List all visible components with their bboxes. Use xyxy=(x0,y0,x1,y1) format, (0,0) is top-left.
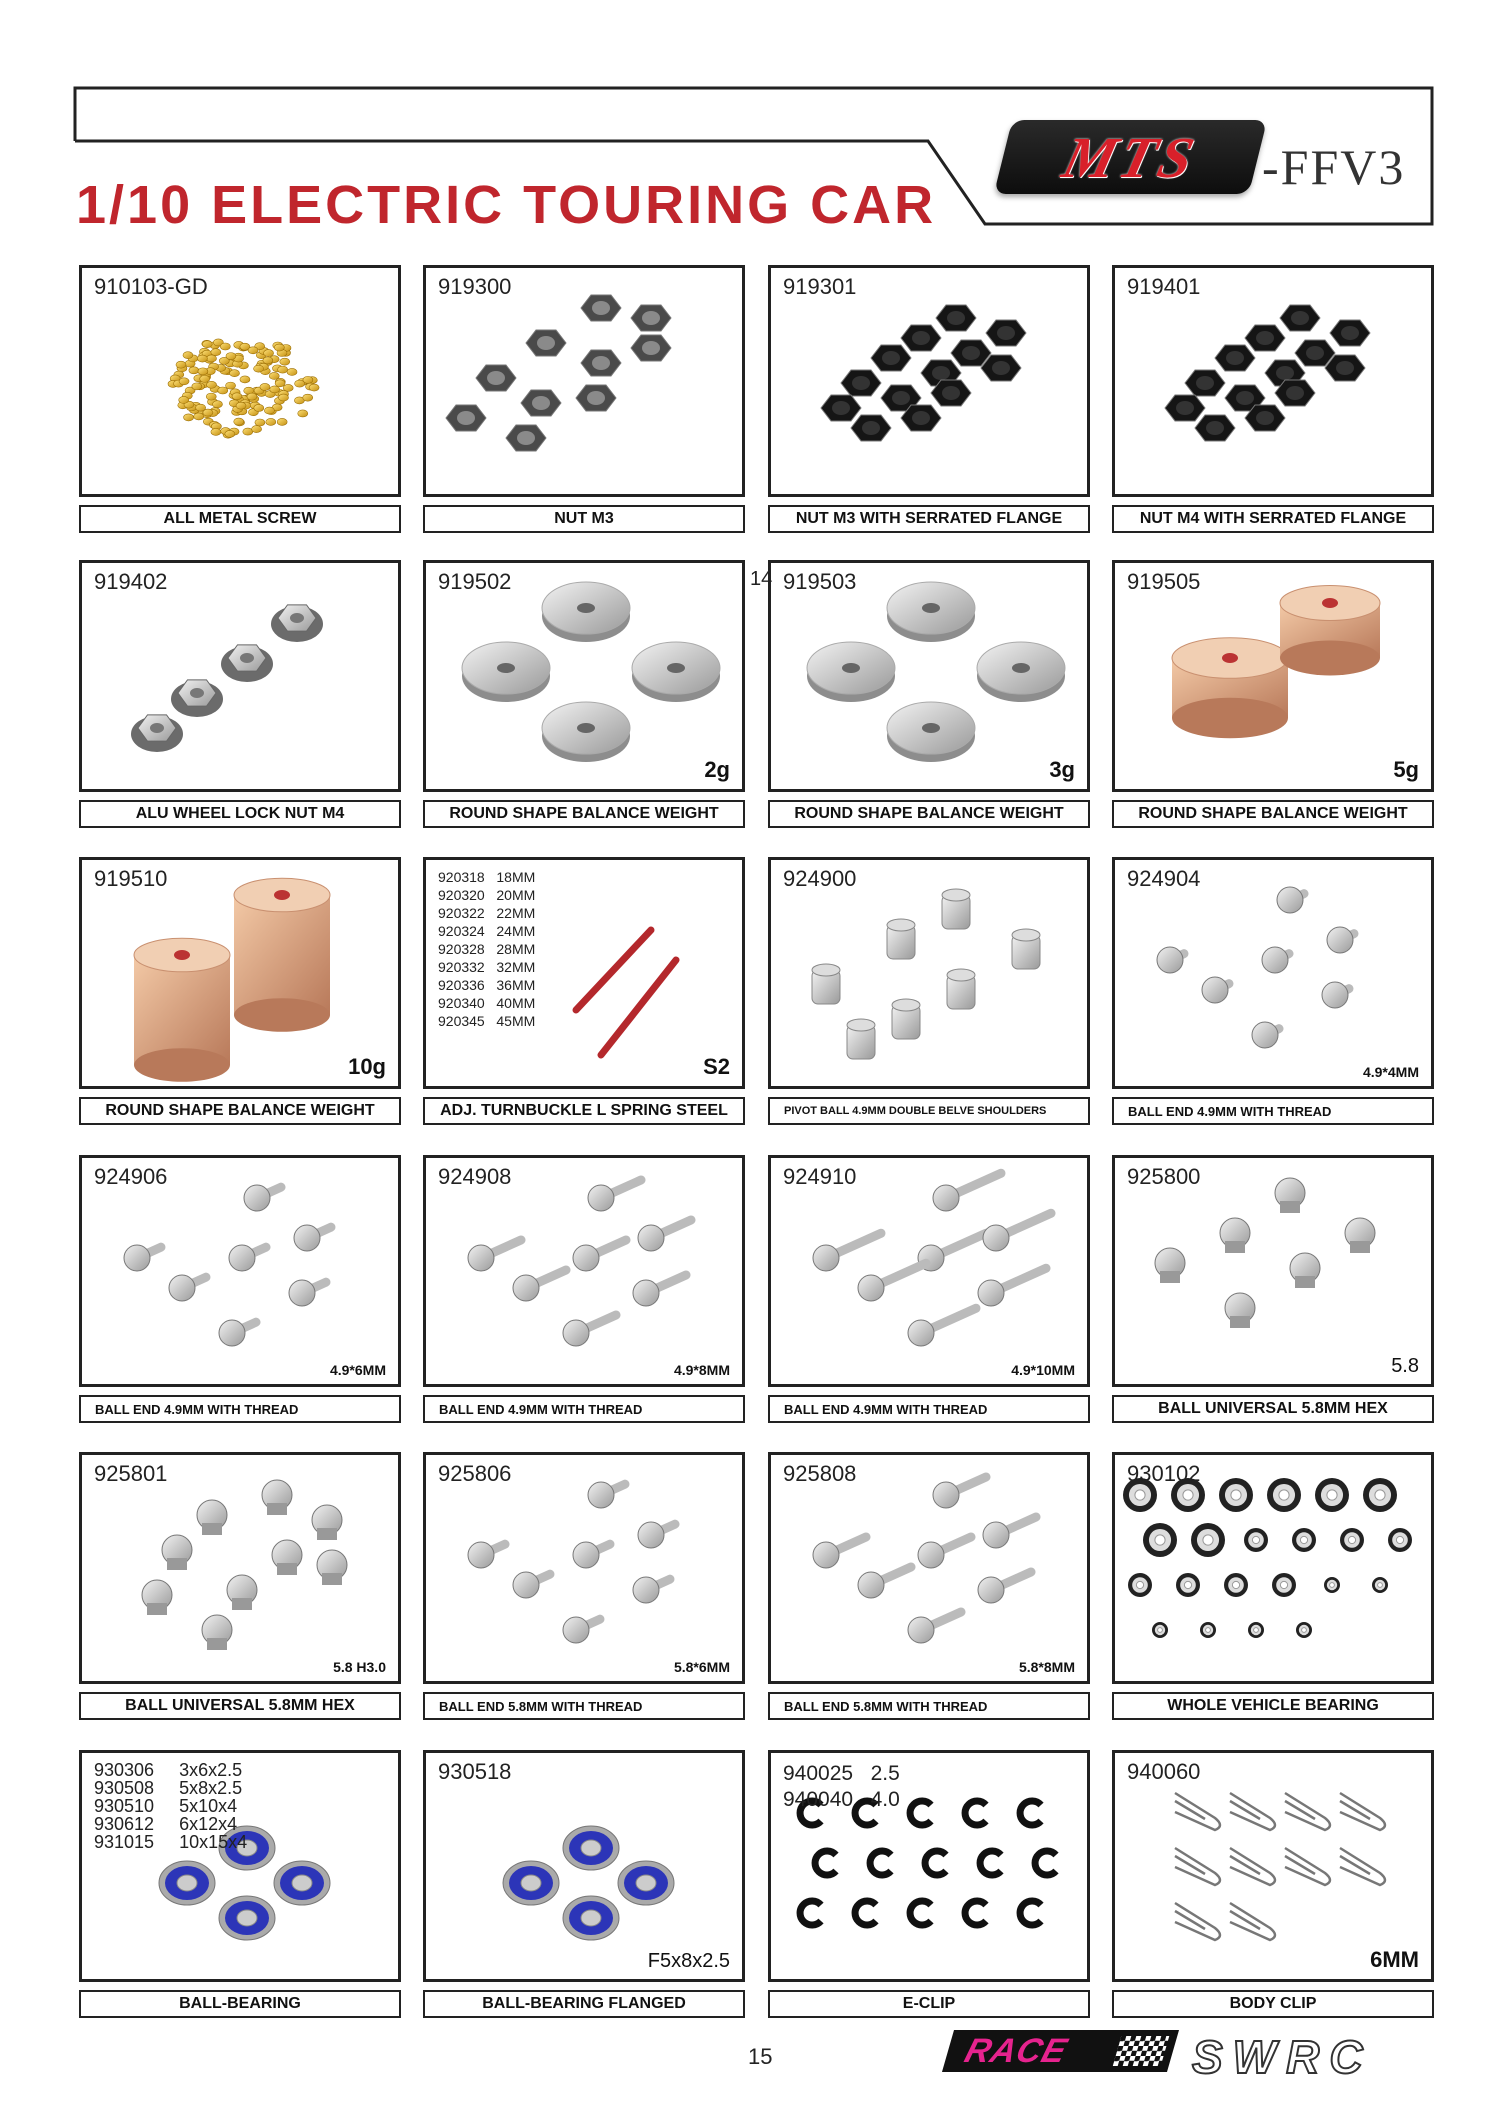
part-code: 930518 xyxy=(438,1759,512,1784)
race-logo-text: RACE xyxy=(960,2031,1072,2070)
part-card xyxy=(1112,1155,1434,1387)
part-card xyxy=(768,857,1090,1089)
part-code: 919503 xyxy=(783,569,857,594)
part-code: 924904 xyxy=(1127,866,1201,891)
part-label: BALL UNIVERSAL 5.8MM HEX xyxy=(1112,1395,1434,1423)
part-code: 924900 xyxy=(783,866,857,891)
part-code: 924908 xyxy=(438,1164,512,1189)
part-card xyxy=(1112,857,1434,1089)
part-code: 925801 xyxy=(94,1461,168,1486)
part-code: 910103-GD xyxy=(94,274,208,299)
part-code: 924906 xyxy=(94,1164,168,1189)
part-image xyxy=(82,1158,398,1384)
part-code: 925806 xyxy=(438,1461,512,1486)
part-card xyxy=(423,265,745,497)
part-spec: S2 xyxy=(703,1054,730,1079)
part-label: BALL END 4.9MM WITH THREAD xyxy=(768,1395,1090,1423)
part-label: ROUND SHAPE BALANCE WEIGHT xyxy=(1112,800,1434,828)
part-label: BALL END 4.9MM WITH THREAD xyxy=(1112,1097,1434,1125)
part-card xyxy=(1112,265,1434,497)
part-card xyxy=(768,265,1090,497)
part-card xyxy=(423,1155,745,1387)
mts-logo-text: MTS xyxy=(1056,124,1205,190)
part-card xyxy=(423,1452,745,1684)
page-title: 1/10 ELECTRIC TOURING CAR xyxy=(76,175,937,235)
part-spec: 5.8 xyxy=(1391,1355,1419,1377)
part-image xyxy=(82,1455,398,1681)
part-image xyxy=(771,268,1087,494)
part-code: 919300 xyxy=(438,274,512,299)
part-image xyxy=(426,563,742,789)
part-label: ROUND SHAPE BALANCE WEIGHT xyxy=(768,800,1090,828)
part-image xyxy=(1115,1753,1431,1979)
part-image xyxy=(1115,1455,1431,1681)
part-label: WHOLE VEHICLE BEARING xyxy=(1112,1692,1434,1720)
part-spec: 10g xyxy=(348,1054,386,1079)
part-image xyxy=(771,1455,1087,1681)
part-code: 925808 xyxy=(783,1461,857,1486)
part-label: PIVOT BALL 4.9MM DOUBLE BELVE SHOULDERS xyxy=(768,1097,1090,1125)
part-spec: 6MM xyxy=(1370,1947,1419,1972)
part-card xyxy=(79,265,401,497)
part-image xyxy=(426,1455,742,1681)
part-card xyxy=(423,1750,745,1982)
part-label: ROUND SHAPE BALANCE WEIGHT xyxy=(423,800,745,828)
part-image xyxy=(82,860,398,1086)
part-label: NUT M3 xyxy=(423,505,745,533)
mts-logo xyxy=(994,120,1267,194)
part-card xyxy=(79,857,401,1089)
part-image xyxy=(426,268,742,494)
part-label: BALL-BEARING FLANGED xyxy=(423,1990,745,2018)
part-spec: 5g xyxy=(1393,757,1419,782)
part-label: NUT M3 WITH SERRATED FLANGE xyxy=(768,505,1090,533)
part-spec: 2g xyxy=(704,757,730,782)
part-label: E-CLIP xyxy=(768,1990,1090,2018)
part-card xyxy=(768,1750,1090,1982)
part-spec: 4.9*8MM xyxy=(673,1362,730,1378)
part-card xyxy=(423,560,745,792)
part-spec: 4.9*10MM xyxy=(1011,1362,1075,1378)
part-code: 919502 xyxy=(438,569,512,594)
part-label: BALL-BEARING xyxy=(79,1990,401,2018)
part-image xyxy=(771,860,1087,1086)
checkered-flag-icon xyxy=(1113,2036,1170,2066)
part-code: 919402 xyxy=(94,569,168,594)
part-code: 919510 xyxy=(94,866,168,891)
part-label: BALL END 4.9MM WITH THREAD xyxy=(79,1395,401,1423)
part-code: 925800 xyxy=(1127,1164,1201,1189)
part-card xyxy=(1112,560,1434,792)
part-label: BALL END 5.8MM WITH THREAD xyxy=(423,1692,745,1720)
part-code: 920318 18MM 920320 20MM 920322 22MM 920324 24MM 920328 28MM 920332 32MM 920336 36MM 920340 40MM 920345 45MM xyxy=(438,869,536,1029)
page-number: 15 xyxy=(748,2044,773,2069)
part-image xyxy=(82,268,398,494)
part-code: 919401 xyxy=(1127,274,1201,299)
part-card xyxy=(79,560,401,792)
part-code: 930102 xyxy=(1127,1461,1201,1486)
part-code: 940025 2.5 940040 4.0 xyxy=(783,1762,900,1811)
swrc-logo: SWRC xyxy=(1192,2031,1373,2083)
part-card xyxy=(768,1452,1090,1684)
part-label: NUT M4 WITH SERRATED FLANGE xyxy=(1112,505,1434,533)
model-name: -FFV3 xyxy=(1262,139,1406,195)
part-label: BALL END 5.8MM WITH THREAD xyxy=(768,1692,1090,1720)
part-spec: 5.8*8MM xyxy=(1018,1659,1075,1675)
part-card xyxy=(768,1155,1090,1387)
part-spec: 4.9*6MM xyxy=(329,1362,386,1378)
part-image xyxy=(426,1158,742,1384)
part-image xyxy=(771,1158,1087,1384)
part-code: 940060 xyxy=(1127,1759,1201,1784)
part-card xyxy=(79,1155,401,1387)
race-logo xyxy=(942,2030,1179,2072)
part-spec: 5.8*6MM xyxy=(673,1659,730,1675)
part-label: BODY CLIP xyxy=(1112,1990,1434,2018)
part-label: ADJ. TURNBUCKLE L SPRING STEEL xyxy=(423,1097,745,1125)
part-spec: 4.9*4MM xyxy=(1362,1064,1419,1080)
part-code: 919301 xyxy=(783,274,857,299)
part-card xyxy=(423,857,745,1089)
part-label: ROUND SHAPE BALANCE WEIGHT xyxy=(79,1097,401,1125)
part-card xyxy=(79,1452,401,1684)
part-spec: 5.8 H3.0 xyxy=(333,1659,386,1675)
part-code: 930306 3x6x2.5 930508 5x8x2.5 930510 5x10x4 930612 6x12x4 931015 10x15x4 xyxy=(94,1760,248,1852)
part-image xyxy=(1115,1158,1431,1384)
part-label: ALL METAL SCREW xyxy=(79,505,401,533)
part-spec: 3g xyxy=(1049,757,1075,782)
part-image xyxy=(1115,860,1431,1086)
part-card xyxy=(1112,1750,1434,1982)
stray-page-marker: 14 xyxy=(750,568,773,590)
part-card xyxy=(1112,1452,1434,1684)
part-image xyxy=(426,1753,742,1979)
part-image xyxy=(82,563,398,789)
part-label: BALL END 4.9MM WITH THREAD xyxy=(423,1395,745,1423)
part-image xyxy=(1115,563,1431,789)
part-card xyxy=(79,1750,401,1982)
part-image xyxy=(1115,268,1431,494)
part-image xyxy=(771,563,1087,789)
part-label: BALL UNIVERSAL 5.8MM HEX xyxy=(79,1692,401,1720)
part-code: 924910 xyxy=(783,1164,857,1189)
part-spec: F5x8x2.5 xyxy=(647,1950,730,1972)
part-card xyxy=(768,560,1090,792)
part-code: 919505 xyxy=(1127,569,1201,594)
part-label: ALU WHEEL LOCK NUT M4 xyxy=(79,800,401,828)
